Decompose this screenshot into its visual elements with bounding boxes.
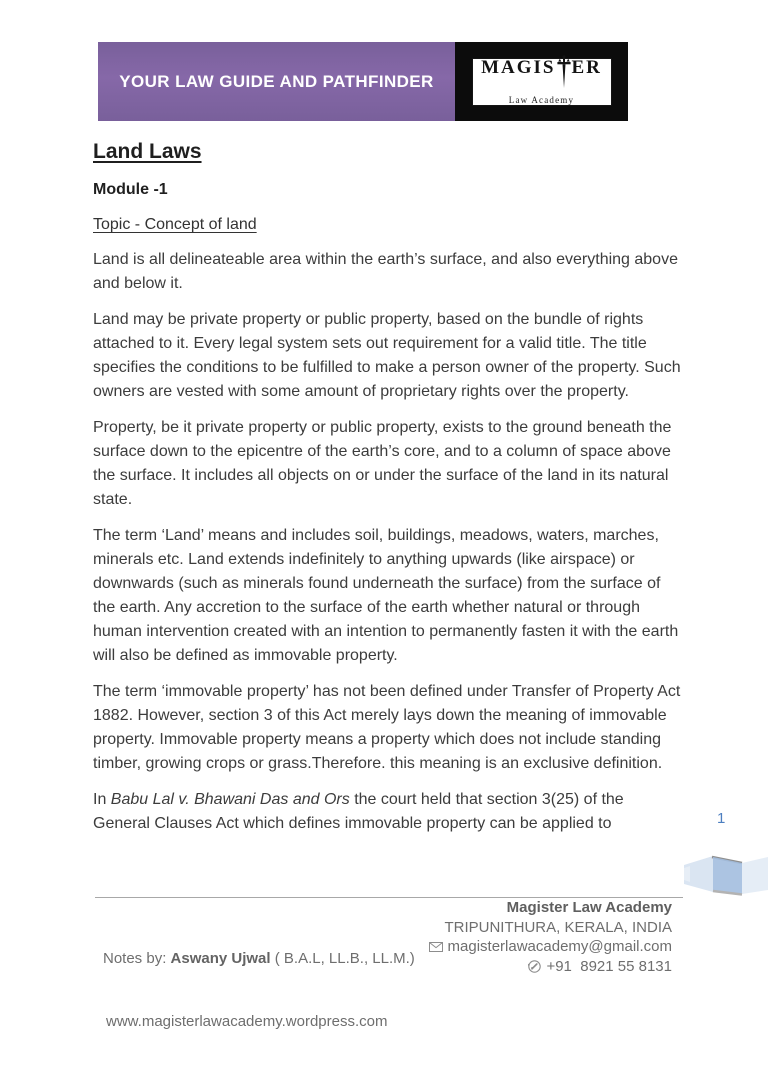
phone-text: +91 8921 55 8131: [546, 957, 672, 975]
case-citation: Babu Lal v. Bhawani Das and Ors: [110, 791, 350, 808]
notes-line: [103, 948, 415, 969]
notes-label: Notes by:: [103, 950, 171, 967]
logo-black-box: [455, 42, 628, 121]
paragraph-2: Land may be private property or public property, based on the bundle of rights attached to it. Every legal system sets out requirement for a valid title. The title specifies the conditions to be fulfilled to make a person owner of the property. Such owners are vested with some amount of proprietary rights over the property.: [93, 311, 681, 400]
sword-scales-icon: [557, 55, 571, 89]
logo-text-post: ER: [571, 57, 602, 78]
topic-heading: Topic - Concept of land: [93, 216, 257, 233]
magister-logo: [472, 58, 612, 106]
logo-text-pre: MAGIS: [481, 57, 556, 78]
footer-left-block: [103, 906, 415, 1074]
phone-row: [429, 957, 672, 977]
author-qualifications: ( B.A.L, LL.B., LL.M.): [270, 950, 415, 967]
banner-tagline-box: [98, 42, 455, 121]
watermark-3d-box-icon: [684, 849, 768, 897]
paragraph-4: The term ‘Land’ means and includes soil, buildings, meadows, waters, marches, minerals etc. Land extends indefinitely to anything upwards (like airspace) or downwards (such as minerals found underneath the surface) from the surface of the earth. Any accretion to the surface of the earth whether natural or through human intervention created with an intention to permanently fasten it with the earth will also be defined as immovable property.: [93, 527, 679, 664]
logo-subtitle: Law Academy: [508, 95, 575, 105]
phone-icon: [528, 960, 541, 973]
paragraph-5: The term ‘immovable property’ has not been defined under Transfer of Property Act 1882. However, section 3 of this Act merely lays down the meaning of immovable property. Immovable property means a property which does not include standing timber, growing crops or grass.Therefore. this meaning is an exclusive definition.: [93, 683, 681, 772]
logo-wordmark: [481, 58, 602, 92]
module-heading: Module -1: [93, 181, 168, 198]
document-title: Land Laws: [93, 140, 202, 163]
author-name: Aswany Ujwal: [170, 950, 271, 967]
header-banner: [98, 42, 628, 121]
case-paragraph-suffix: the court held that section 3(25) of the General Clauses Act which defines immovable property can be applied to: [93, 791, 624, 832]
page-number: 1: [717, 810, 726, 827]
email-text: magisterlawacademy@gmail.com: [447, 938, 672, 955]
email-row: [429, 937, 672, 957]
case-paragraph: [93, 788, 685, 836]
case-paragraph-prefix: In: [93, 791, 111, 808]
document-body: [93, 140, 685, 848]
envelope-icon: [429, 942, 443, 952]
website-text: www.magisterlawacademy.wordpress.com: [106, 1013, 388, 1030]
organization-name: Magister Law Academy: [506, 899, 672, 916]
footer-right-block: [429, 898, 672, 976]
paragraph-1: Land is all delineateable area within the earth’s surface, and also everything above and below it.: [93, 251, 678, 292]
banner-tagline: YOUR LAW GUIDE AND PATHFINDER: [119, 71, 434, 91]
organization-location: TRIPUNITHURA, KERALA, INDIA: [444, 918, 672, 936]
paragraph-3: Property, be it private property or public property, exists to the ground beneath the surface down to the epicentre of the earth’s core, and to a column of space above the surface. It includes all objects on or under the surface of the land in its natural state.: [93, 419, 672, 508]
